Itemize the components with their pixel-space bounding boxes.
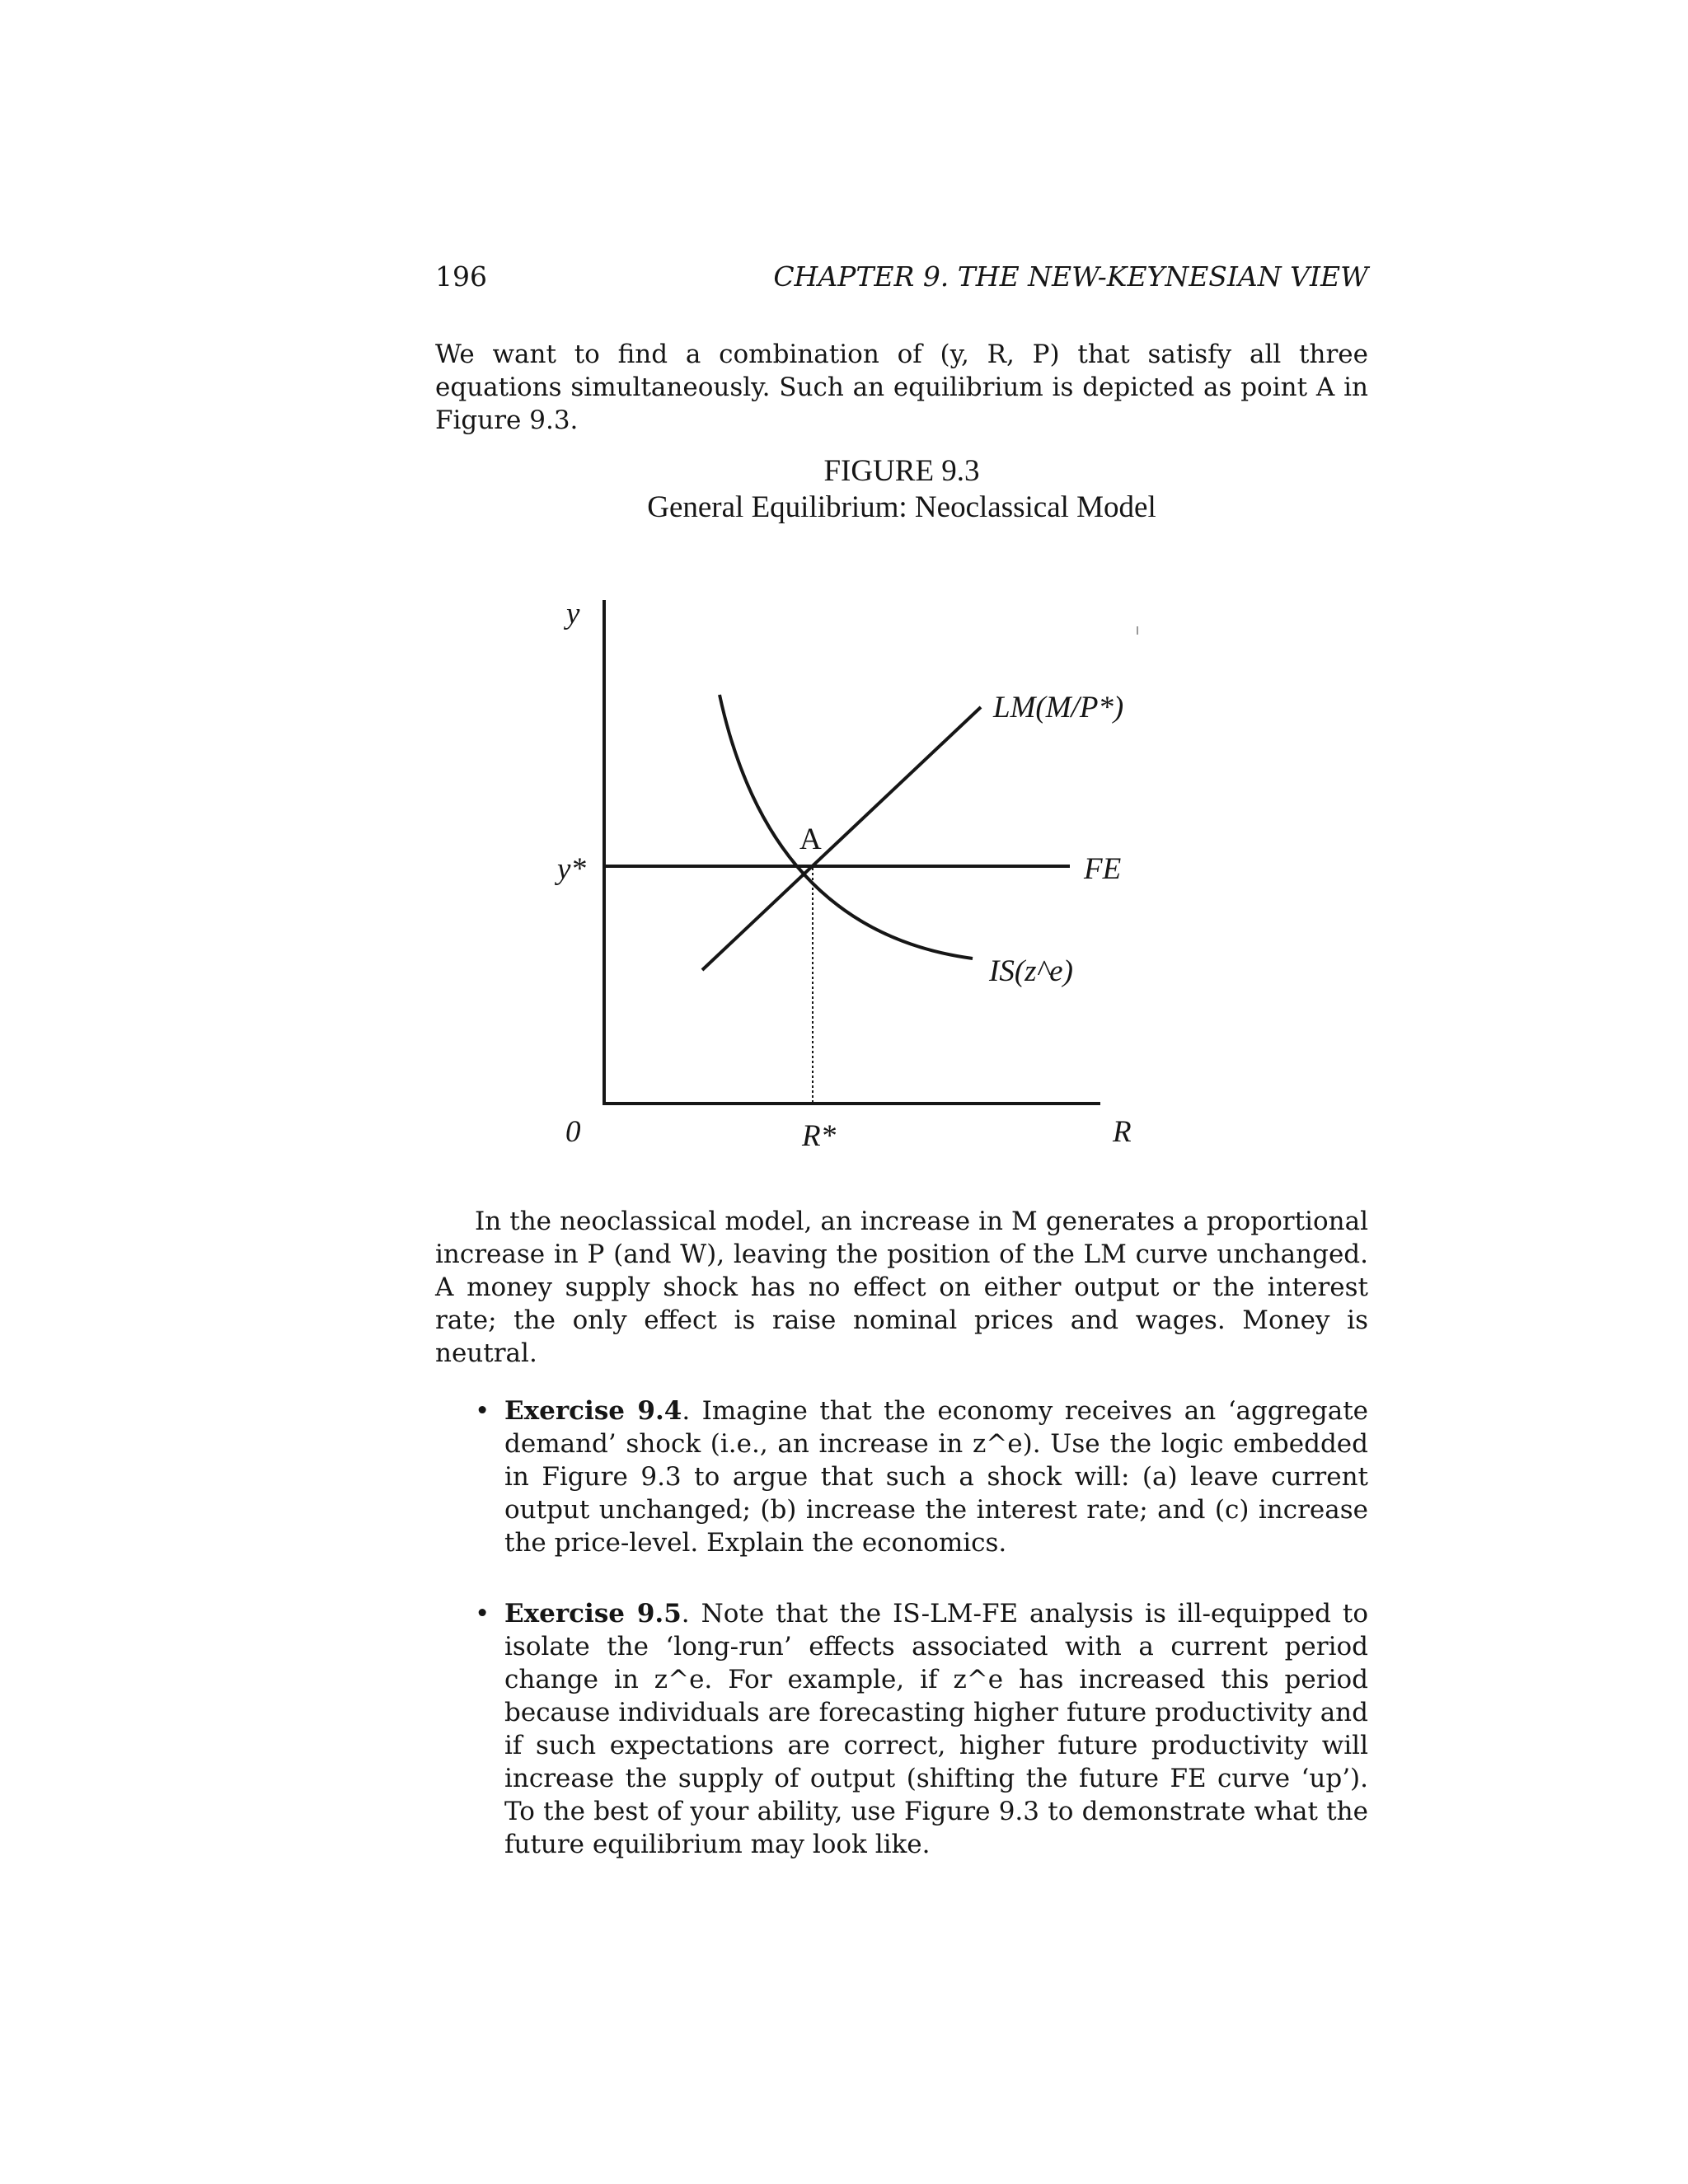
figure-number: FIGURE 9.3 (823, 454, 980, 488)
exercise-text: . Note that the IS-LM-FE analysis is ill-equipped to isolate the ‘long-run’ effects associated with a current period change in z^e. For example, if z^e has increased this period because individuals are forecasting higher future productivity and if such expectations are correct, higher future productivity will increase the supply of output (shifting the future FE curve ‘up’). To the best of your ability, use Figure 9.3 to demonstrate what the future equilibrium may look like. (504, 1599, 1368, 1859)
intro-paragraph: We want to find a combination of (y, R, P) that satisfy all three equations simultaneously. Such an equilibrium is depicted as point A in Figure 9.3. (435, 340, 1368, 435)
bullet: • (475, 1599, 490, 1629)
exercise-label: Exercise 9.5 (504, 1599, 682, 1629)
r-star-label: R* (802, 1119, 837, 1153)
figure-title: General Equilibrium: Neoclassical Model (647, 490, 1156, 524)
page-number: 196 (435, 260, 487, 293)
lm-line (702, 707, 981, 970)
running-head: CHAPTER 9. THE NEW-KEYNESIAN VIEW (773, 260, 1368, 293)
x-axis-label: R (1113, 1115, 1132, 1149)
origin-label: 0 (565, 1115, 581, 1149)
body-paragraph: In the neoclassical model, an increase in M generates a proportional increase in P (and W), leaving the position of the LM curve unchanged. A money supply shock has no effect on either output or the interest rate; the only effect is raise nominal prices and wages. Money is neutral. (435, 1207, 1368, 1368)
point-a-label: A (799, 823, 822, 856)
exercise-9-5 (475, 1597, 1368, 1861)
y-axis-label: y (566, 597, 580, 630)
exercise-9-4 (475, 1394, 1369, 1559)
lm-label: LM(M/P*) (993, 691, 1124, 724)
y-star-label: y* (557, 852, 586, 886)
is-label: IS(z^e) (989, 954, 1073, 988)
fe-label: FE (1084, 852, 1122, 886)
exercise-text: . Imagine that the economy receives an ‘aggregate demand’ shock (i.e., an increase in z^e). Use the logic embedded in Figure 9.3 to argue that such a shock will: (a) leave current output unchanged; (b) increase the interest rate; and (c) increase the price-level. Explain the economics. (504, 1396, 1369, 1558)
exercise-label: Exercise 9.4 (504, 1396, 682, 1426)
bullet: • (475, 1396, 490, 1426)
